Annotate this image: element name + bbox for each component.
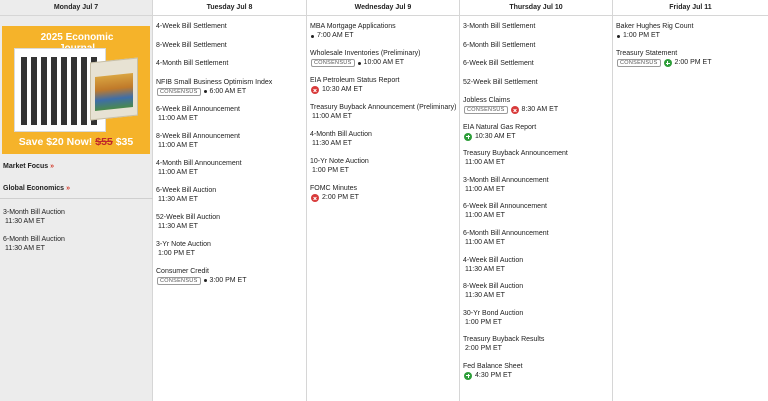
old-price: $55 [95,136,113,148]
event-item[interactable] [156,213,306,232]
day-header: Monday Jul 7 [0,0,152,16]
event-meta [311,193,459,203]
event-time: 11:00 AM ET [465,185,505,193]
market-focus-link[interactable]: Market Focus » [3,163,55,170]
event-meta [157,195,306,205]
promo-banner[interactable] [2,26,150,154]
event-meta [617,58,768,68]
event-meta [157,87,306,97]
event-meta [464,158,612,168]
event-time: 1:00 PM ET [623,32,660,39]
event-item[interactable] [156,105,306,124]
global-economics-link[interactable]: Global Economics » [3,185,70,192]
event-item[interactable] [463,123,612,142]
high-impact-icon [311,194,319,202]
event-name[interactable]: 4-Month Bill Announcement [156,159,242,167]
event-list [153,16,306,286]
event-time: 11:00 AM ET [312,113,352,120]
event-item[interactable] [463,229,612,248]
event-time: 2:00 PM ET [465,345,502,353]
event-meta [617,31,768,41]
event-name[interactable]: 6-Month Bill Announcement [463,229,549,237]
day-column-monday [0,0,153,401]
consensus-badge[interactable]: CONSENSUS [617,59,661,67]
bullet-dot-icon [204,279,207,282]
event-name[interactable]: Fed Balance Sheet [463,362,523,370]
event-item[interactable] [463,22,612,31]
event-item[interactable] [463,59,612,68]
event-time: 4:30 PM ET [475,371,512,379]
event-time: 1:00 PM ET [312,167,349,174]
event-name[interactable]: 3-Month Bill Settlement [463,23,536,30]
day-header: Thursday Jul 10 [460,0,612,16]
consensus-badge[interactable]: CONSENSUS [157,88,201,96]
event-meta [464,211,612,221]
event-meta [464,371,612,381]
event-name[interactable]: 52-Week Bill Settlement [463,78,538,86]
event-item[interactable] [463,96,612,115]
event-time: 11:30 AM ET [158,222,198,230]
event-name[interactable]: EIA Natural Gas Report [463,123,537,131]
positive-icon [464,372,472,380]
event-time: 10:30 AM ET [322,86,363,93]
event-time: 11:00 AM ET [158,114,198,122]
event-item[interactable] [156,267,306,286]
event-item[interactable] [156,240,306,259]
event-time: 1:00 PM ET [158,249,195,257]
event-meta [311,166,459,176]
event-name[interactable]: Treasury Buyback Announcement (Preliminary) [310,104,457,111]
event-item[interactable] [463,335,612,354]
day-column-wednesday [307,0,460,401]
event-item[interactable] [463,78,612,87]
event-item[interactable] [463,362,612,381]
event-name[interactable]: 6-Month Bill Settlement [463,41,536,49]
event-meta [464,105,612,115]
event-name[interactable]: 30-Yr Bond Auction [463,309,524,317]
event-meta [464,344,612,354]
positive-icon [464,133,472,141]
event-item[interactable] [463,256,612,275]
event-item[interactable] [310,157,459,176]
event-name[interactable]: 6-Week Bill Announcement [463,203,547,211]
event-time: 2:00 PM ET [322,194,359,201]
consensus-badge[interactable]: CONSENSUS [157,277,201,285]
event-meta [311,58,459,68]
event-item[interactable] [156,41,306,50]
bullet-dot-icon [358,62,361,65]
event-item[interactable] [156,132,306,151]
positive-icon [664,59,672,67]
event-meta [157,276,306,286]
event-name[interactable]: Treasury Buyback Results [463,336,545,344]
event-name[interactable]: EIA Petroleum Status Report [310,77,400,84]
event-time: 11:00 AM ET [465,159,505,167]
event-name[interactable]: MBA Mortgage Applications [310,23,396,30]
event-item[interactable] [3,235,65,254]
event-list [307,16,459,203]
event-meta [311,139,459,149]
event-time: 11:00 AM ET [465,238,505,246]
event-time: 1:00 PM ET [465,318,502,326]
event-name[interactable]: 6-Week Bill Settlement [463,60,534,67]
event-name[interactable]: 10-Yr Note Auction [310,158,369,165]
event-name[interactable]: 6-Week Bill Announcement [156,105,240,113]
day-header: Tuesday Jul 8 [153,0,306,16]
event-item[interactable] [310,49,459,68]
event-name[interactable]: Jobless Claims [463,97,511,104]
event-name[interactable]: 3-Month Bill Auction [3,209,65,216]
event-item[interactable] [156,59,306,68]
event-meta [4,244,65,254]
event-name[interactable]: 6-Month Bill Auction [3,236,65,243]
bullet-dot-icon [204,90,207,93]
event-time: 11:30 AM ET [158,195,198,203]
event-item[interactable] [463,41,612,50]
event-time: 11:30 AM ET [5,218,45,225]
event-name[interactable]: 8-Week Bill Auction [463,283,524,291]
divider [0,198,153,199]
event-item[interactable] [310,184,459,203]
event-name[interactable]: Wholesale Inventories (Preliminary) [310,50,421,57]
event-name[interactable]: FOMC Minutes [310,185,358,192]
bullet-dot-icon [311,35,314,38]
event-item[interactable] [310,76,459,95]
consensus-badge[interactable]: CONSENSUS [311,59,355,67]
event-item[interactable] [463,202,612,221]
event-time: 11:30 AM ET [465,292,505,300]
offer-text: Save $20 Now! [18,136,93,148]
high-impact-icon [311,86,319,94]
event-time: 11:30 AM ET [312,140,352,147]
event-item[interactable] [3,208,65,227]
event-meta [464,265,612,275]
event-list [3,208,65,262]
event-item[interactable] [463,176,612,195]
event-list [613,16,768,68]
day-column-thursday [460,0,613,401]
event-time: 10:00 AM ET [363,59,405,66]
day-column-friday [613,0,768,401]
event-meta [464,132,612,142]
day-header: Friday Jul 11 [613,0,768,16]
promo-offer [2,136,150,148]
event-item[interactable] [310,103,459,122]
event-meta [311,112,459,122]
event-item[interactable] [156,159,306,178]
event-name[interactable]: 4-Week Bill Settlement [156,23,227,30]
event-item[interactable] [156,78,306,97]
event-meta [464,238,612,248]
event-item[interactable] [463,149,612,168]
event-name[interactable]: Treasury Buyback Announcement [463,150,568,158]
day-header: Wednesday Jul 9 [307,0,459,16]
event-meta [157,249,306,259]
event-item[interactable] [156,186,306,205]
event-name[interactable]: 4-Month Bill Auction [310,131,372,138]
event-time: 8:30 AM ET [521,106,559,113]
event-name[interactable]: Treasury Statement [616,50,678,57]
event-item[interactable] [156,22,306,31]
journal-book-image [90,57,138,120]
event-item[interactable] [310,130,459,149]
event-meta [464,185,612,195]
event-time: 3:00 PM ET [209,276,247,284]
event-meta [157,168,306,178]
event-meta [4,217,65,227]
event-name[interactable]: Consumer Credit [156,267,209,275]
event-time: 2:00 PM ET [674,59,712,66]
event-list [460,16,612,381]
event-meta [311,31,459,41]
event-name[interactable]: 6-Week Bill Auction [156,186,217,194]
event-meta [311,85,459,95]
bullet-dot-icon [617,35,620,38]
event-name[interactable]: Baker Hughes Rig Count [616,23,694,30]
event-name[interactable]: 3-Month Bill Announcement [463,176,549,184]
event-item[interactable] [616,49,768,68]
event-name[interactable]: 4-Month Bill Settlement [156,60,229,67]
event-name[interactable]: 8-Week Bill Announcement [156,132,240,140]
event-time: 11:00 AM ET [465,212,505,220]
event-time: 11:00 AM ET [158,168,198,176]
event-time: 7:00 AM ET [317,32,354,39]
event-time: 6:00 AM ET [209,87,247,95]
promo-title: 2025 Economic [40,32,114,43]
event-meta [464,291,612,301]
event-time: 11:30 AM ET [5,245,45,252]
day-column-tuesday [153,0,307,401]
event-time: 11:30 AM ET [465,265,505,273]
event-name[interactable]: 8-Week Bill Settlement [156,41,227,49]
event-meta [464,318,612,328]
event-item[interactable] [463,309,612,328]
event-meta [157,141,306,151]
new-price: $35 [115,136,134,148]
consensus-badge[interactable]: CONSENSUS [464,106,508,114]
event-name[interactable]: NFIB Small Business Optimism Index [156,78,273,86]
event-item[interactable] [310,22,459,41]
event-meta [157,222,306,232]
event-meta [157,114,306,124]
event-name[interactable]: 3-Yr Note Auction [156,240,211,248]
event-name[interactable]: 4-Week Bill Auction [463,256,524,264]
event-item[interactable] [616,22,768,41]
event-name[interactable]: 52-Week Bill Auction [156,213,221,221]
event-item[interactable] [463,282,612,301]
event-time: 10:30 AM ET [475,132,516,140]
event-time: 11:00 AM ET [158,141,198,149]
high-impact-icon [511,106,519,114]
side-links [3,162,70,206]
